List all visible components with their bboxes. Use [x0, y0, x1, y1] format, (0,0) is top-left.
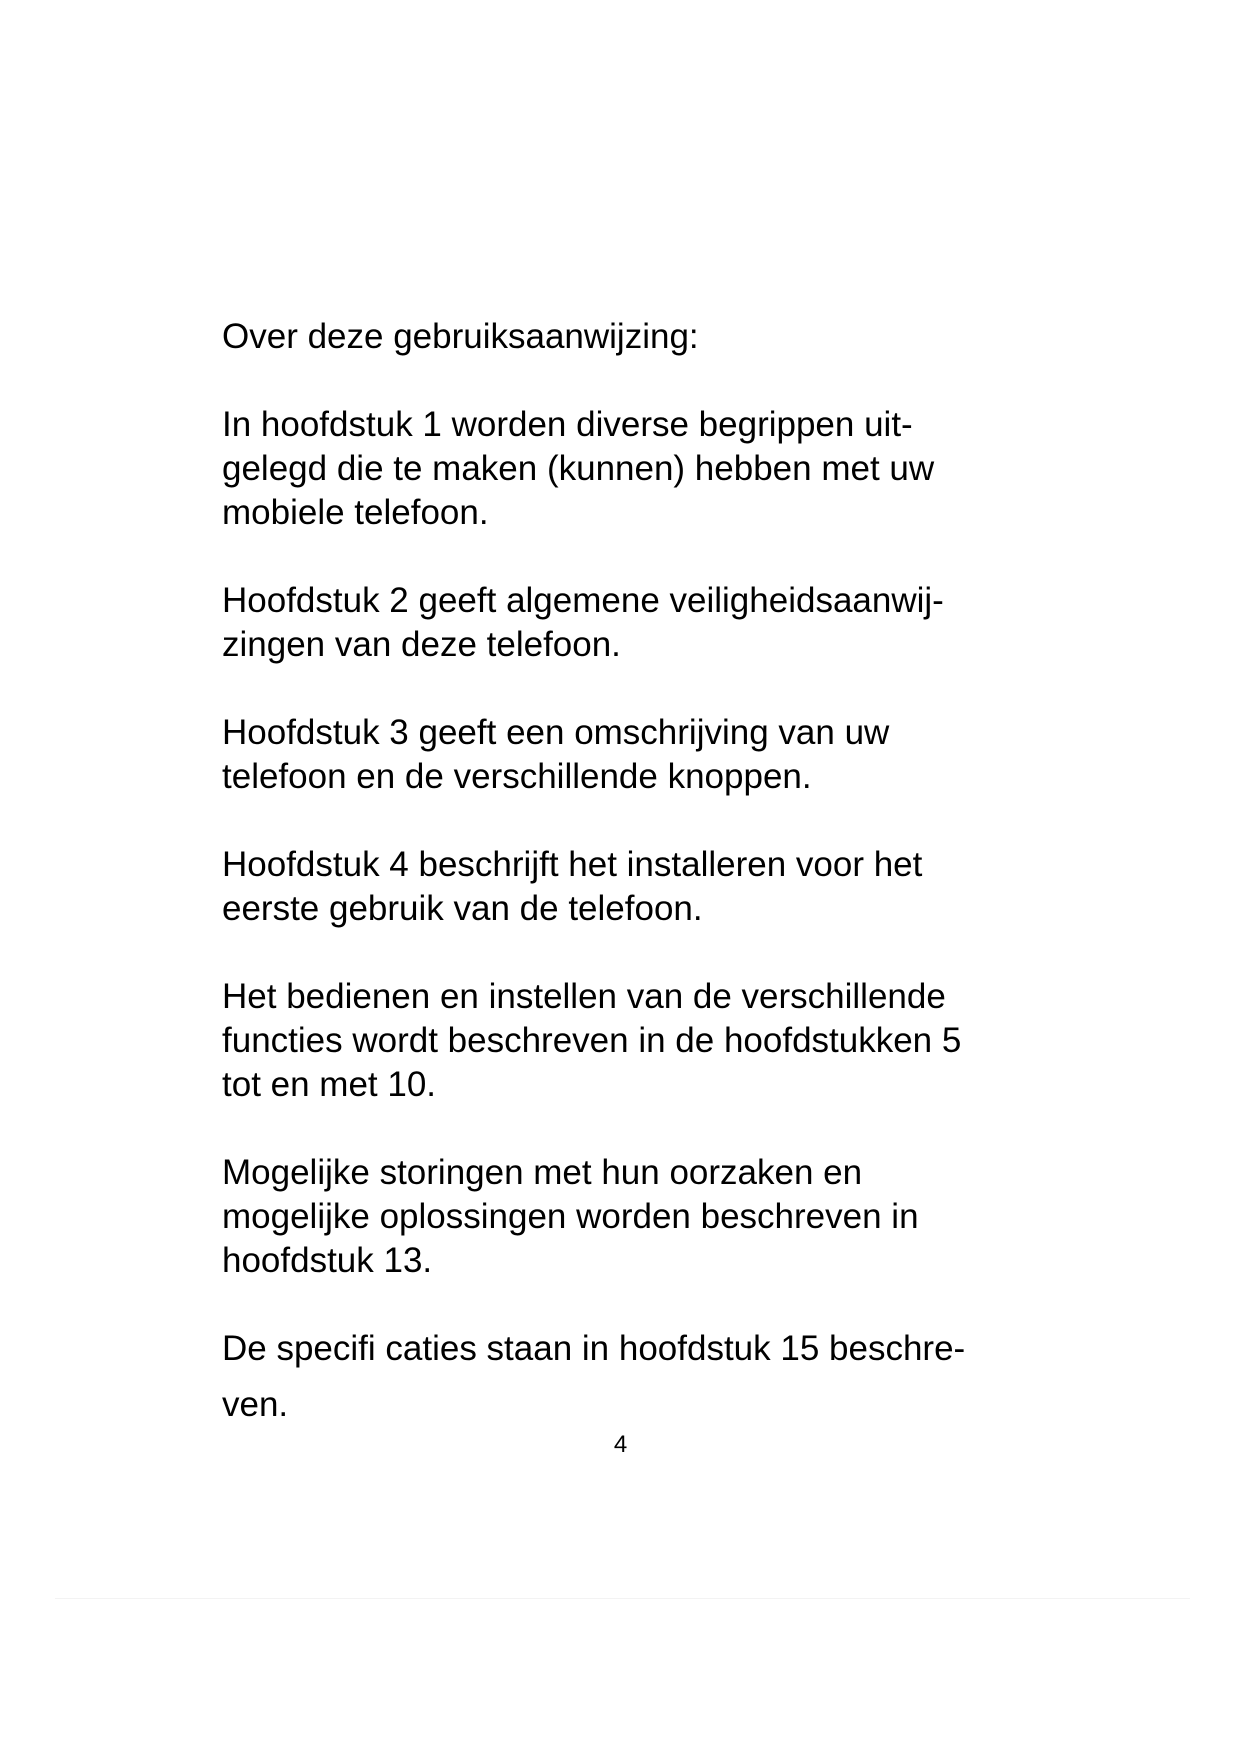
- page-heading: Over deze gebruiksaanwijzing:: [222, 317, 699, 356]
- paragraph-line: tot en met 10.: [222, 1065, 437, 1104]
- paragraph-chapters-5-10: [222, 975, 1042, 1107]
- paragraph-chapter-1: [222, 403, 1042, 535]
- page-divider: [55, 1598, 1190, 1599]
- paragraph-line: zingen van deze telefoon.: [222, 625, 621, 664]
- paragraph-line: De specifi caties staan in hoofdstuk 15 beschre-: [222, 1329, 966, 1368]
- paragraph-line: In hoofdstuk 1 worden diverse begrippen uit-: [222, 405, 913, 444]
- paragraph-line: mogelijke oplossingen worden beschreven in: [222, 1197, 919, 1236]
- paragraph-line: Hoofdstuk 2 geeft algemene veiligheidsaanwij-: [222, 581, 944, 620]
- paragraph-line: telefoon en de verschillende knoppen.: [222, 757, 812, 796]
- paragraph-line: functies wordt beschreven in de hoofdstukken 5: [222, 1021, 962, 1060]
- paragraph-chapter-13: [222, 1151, 1042, 1283]
- paragraph-line: eerste gebruik van de telefoon.: [222, 889, 703, 928]
- paragraph-line: hoofdstuk 13.: [222, 1241, 433, 1280]
- paragraph-line: Mogelijke storingen met hun oorzaken en: [222, 1153, 863, 1192]
- paragraph-line: Het bedienen en instellen van de verschillende: [222, 977, 946, 1016]
- paragraph-line: mobiele telefoon.: [222, 493, 489, 532]
- paragraph-chapter-3: [222, 711, 1042, 799]
- paragraph-chapter-4: [222, 843, 1042, 931]
- page-content: [222, 315, 1042, 1471]
- paragraph-chapter-2: [222, 579, 1042, 667]
- paragraph-line: Hoofdstuk 3 geeft een omschrijving van uw: [222, 713, 890, 752]
- paragraph-chapter-15: [222, 1327, 1042, 1427]
- page-number: 4: [613, 1431, 628, 1458]
- paragraph-line: gelegd die te maken (kunnen) hebben met uw: [222, 449, 935, 488]
- paragraph-line: Hoofdstuk 4 beschrijft het installeren voor het: [222, 845, 923, 884]
- paragraph-line: ven.: [222, 1385, 289, 1424]
